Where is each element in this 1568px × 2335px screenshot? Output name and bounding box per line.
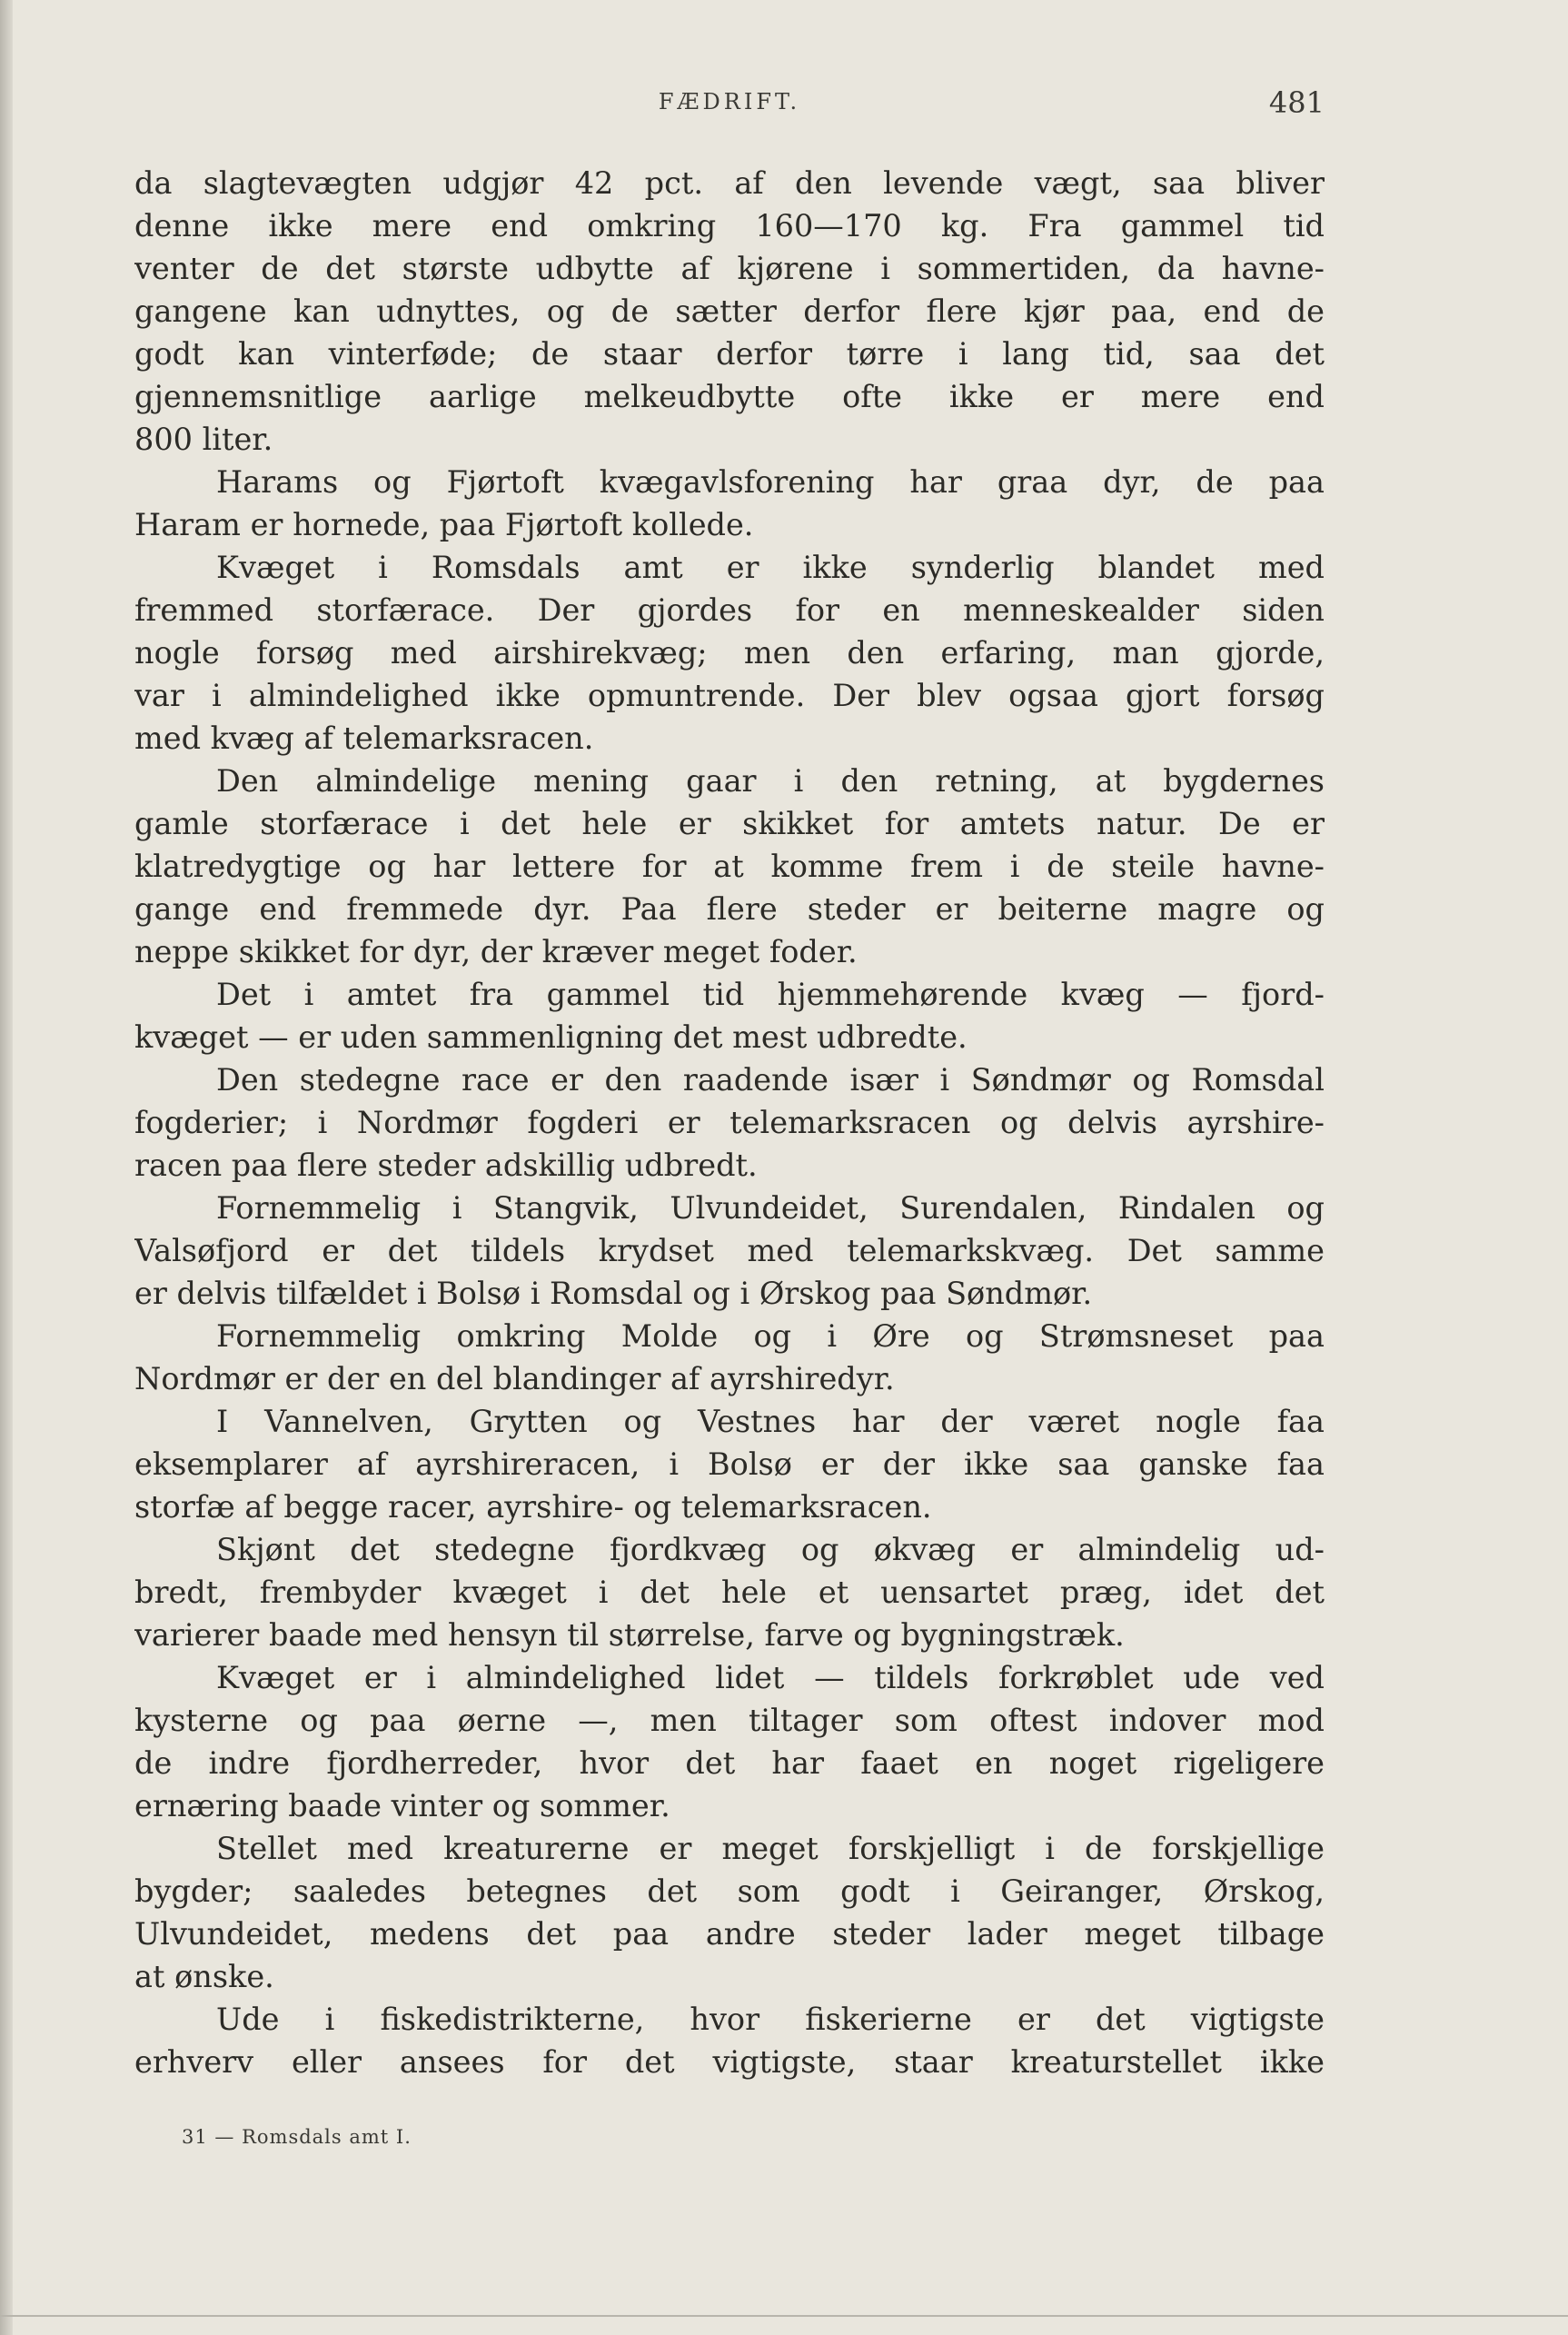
text-line: denne ikke mere end omkring 160—170 kg. Fra gammel tid (134, 208, 1325, 243)
text-line: ernæring baade vinter og sommer. (134, 1788, 670, 1823)
text-line: Stellet med kreaturerne er meget forskjelligt i de forskjellige (216, 1831, 1325, 1866)
text-line: var i almindelighed ikke opmuntrende. Der blev ogsaa gjort forsøg (134, 678, 1325, 713)
text-line: Kvæget er i almindelighed lidet — tildels forkrøblet ude ved (216, 1660, 1325, 1695)
text-line: Den almindelige mening gaar i den retning, at bygdernes (216, 763, 1325, 799)
bottom-rule (0, 2315, 1568, 2317)
text-line: er delvis tilfældet i Bolsø i Romsdal og i Ørskog paa Søndmør. (134, 1276, 1093, 1311)
text-line: fremmed storfærace. Der gjordes for en menneskealder siden (134, 592, 1325, 628)
body-text (134, 162, 1325, 2083)
text-line: Nordmør er der en del blandinger af ayrshiredyr. (134, 1361, 895, 1396)
text-line: Kvæget i Romsdals amt er ikke synderlig blandet med (216, 550, 1325, 585)
text-line: klatredygtige og har lettere for at komme frem i de steile havne- (134, 849, 1325, 884)
text-line: Haram er hornede, paa Fjørtoft kollede. (134, 507, 754, 542)
text-line: gange end fremmede dyr. Paa flere steder er beiterne magre og (134, 891, 1325, 927)
text-line: bygder; saaledes betegnes det som godt i Geiranger, Ørskog, (134, 1873, 1325, 1909)
footer-signature: 31 — Romsdals amt I. (182, 2126, 412, 2148)
text-line: gamle storfærace i det hele er skikket for amtets natur. De er (134, 806, 1325, 841)
text-line: gjennemsnitlige aarlige melkeudbytte ofte ikke er mere end (134, 379, 1325, 414)
text-line: Fornemmelig omkring Molde og i Øre og Strømsneset paa (216, 1318, 1325, 1354)
text-line: 800 liter. (134, 422, 273, 457)
page-number: 481 (1268, 85, 1325, 120)
text-line: I Vannelven, Grytten og Vestnes har der været nogle faa (216, 1404, 1325, 1439)
page-spine-shadow (0, 0, 13, 2335)
text-line: med kvæg af telemarksracen. (134, 720, 594, 756)
text-line: Skjønt det stedegne fjordkvæg og økvæg er almindelig ud- (216, 1532, 1325, 1567)
text-line: bredt, frembyder kvæget i det hele et uensartet præg, idet det (134, 1575, 1325, 1610)
text-line: Fornemmelig i Stangvik, Ulvundeidet, Surendalen, Rindalen og (216, 1190, 1325, 1226)
text-line: nogle forsøg med airshirekvæg; men den erfaring, man gjorde, (134, 635, 1325, 671)
text-line: Den stedegne race er den raadende især i Søndmør og Romsdal (216, 1062, 1325, 1098)
text-line: Valsøfjord er det tildels krydset med telemarkskvæg. Det samme (134, 1233, 1325, 1268)
text-line: neppe skikket for dyr, der kræver meget foder. (134, 934, 858, 969)
text-line: de indre fjordherreder, hvor det har faaet en noget rigeligere (134, 1745, 1325, 1781)
text-line: fogderier; i Nordmør fogderi er telemarksracen og delvis ayrshire- (134, 1105, 1325, 1140)
text-line: kysterne og paa øerne —, men tiltager som oftest indover mod (134, 1703, 1325, 1738)
text-line: godt kan vinterføde; de staar derfor tørre i lang tid, saa det (134, 336, 1325, 372)
text-line: racen paa flere steder adskillig udbredt. (134, 1148, 758, 1183)
text-line: storfæ af begge racer, ayrshire- og telemarksracen. (134, 1489, 932, 1525)
text-line: kvæget — er uden sammenligning det mest udbredte. (134, 1019, 968, 1055)
page-header (134, 85, 1325, 125)
text-line: varierer baade med hensyn til størrelse, farve og bygningstræk. (134, 1617, 1125, 1653)
text-line: Det i amtet fra gammel tid hjemmehørende kvæg — fjord- (216, 977, 1325, 1012)
text-line: erhverv eller ansees for det vigtigste, staar kreaturstellet ikke (134, 2044, 1325, 2080)
text-line: da slagtevægten udgjør 42 pct. af den levende vægt, saa bliver (134, 165, 1325, 201)
text-line: Ude i fiskedistrikterne, hvor fiskerierne er det vigtigste (216, 2002, 1325, 2037)
text-line: eksemplarer af ayrshireracen, i Bolsø er der ikke saa ganske faa (134, 1446, 1325, 1482)
text-line: venter de det største udbytte af kjørene i sommertiden, da havne- (134, 251, 1325, 286)
text-line: Harams og Fjørtoft kvægavlsforening har graa dyr, de paa (216, 464, 1325, 500)
running-title: FÆDRIFT. (658, 89, 801, 114)
text-line: Ulvundeidet, medens det paa andre steder lader meget tilbage (134, 1916, 1325, 1952)
text-line: at ønske. (134, 1959, 274, 1994)
text-line: gangene kan udnyttes, og de sætter derfor flere kjør paa, end de (134, 293, 1325, 329)
